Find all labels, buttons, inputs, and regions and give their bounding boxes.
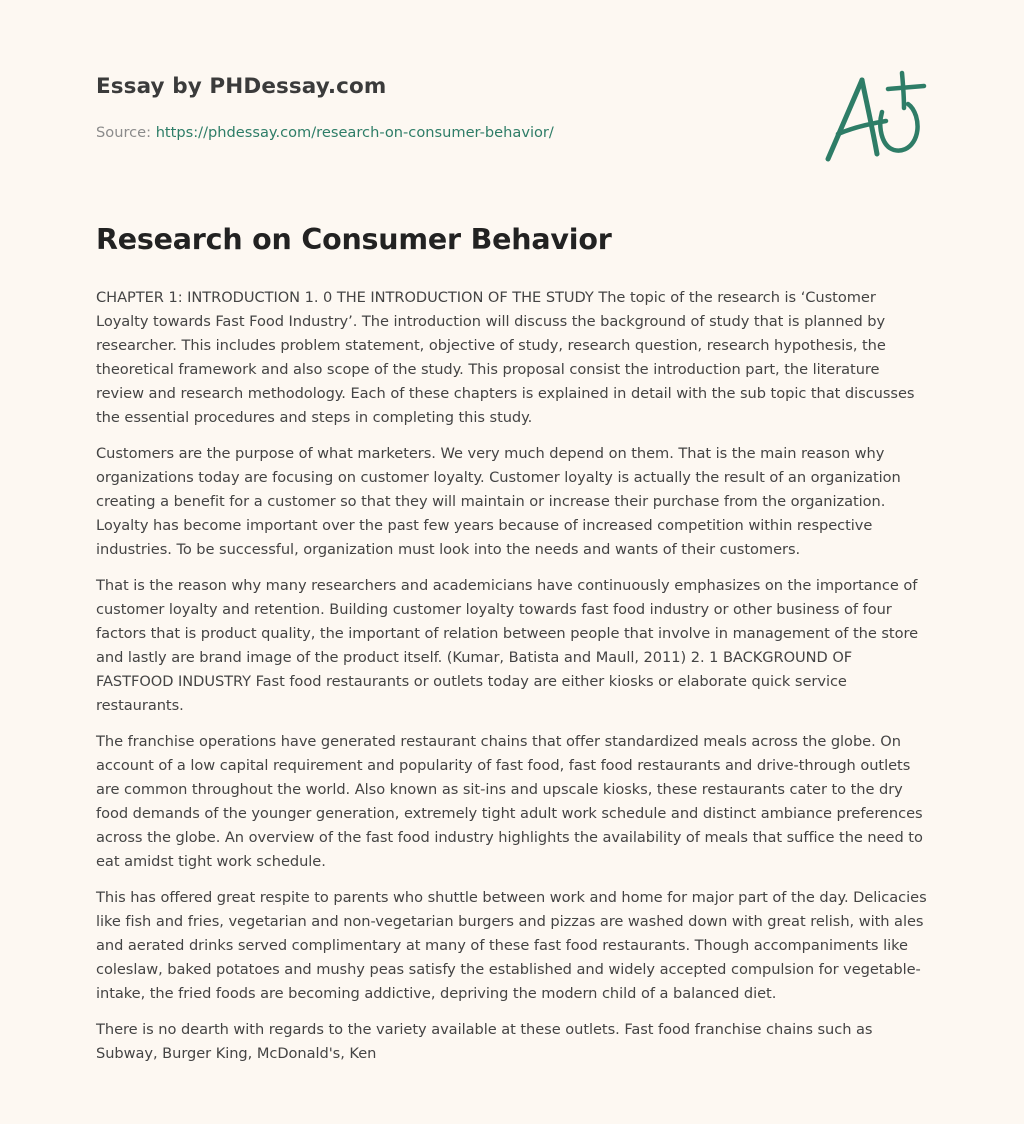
essay-paragraph: That is the reason why many researchers and academicians have continuously emphasizes on the importance of customer loyalty and retention. Building customer loyalty towards fast food industry or other business of four factors that is product quality, the important of relation between people that involve in management of the store and lastly are brand image of the product itself. (Kumar, Batista and Maull, 2011) 2. 1 BACKGROUND OF FASTFOOD INDUSTRY Fast food restaurants or outlets today are either kiosks or elaborate quick service restaurants. — [96, 577, 919, 714]
source-link[interactable]: https://phdessay.com/research-on-consumer-behavior/ — [155, 124, 554, 141]
essay-paragraph: The franchise operations have generated restaurant chains that offer standardized meals across the globe. On account of a low capital requirement and popularity of fast food, fast food restaurants and drive-through outlets are common throughout the world. Also known as sit-ins and upscale kiosks, these restaurants cater to the dry food demands of the younger generation, extremely tight adult work schedule and distinct ambiance preferences across the globe. An overview of the fast food industry highlights the availability of meals that suffice the need to eat amidst tight work schedule. — [96, 733, 923, 870]
source-line — [96, 124, 554, 141]
essay-paragraph: CHAPTER 1: INTRODUCTION 1. 0 THE INTRODUCTION OF THE STUDY The topic of the research is ‘Customer Loyalty towards Fast Food Industry’. The introduction will discuss the background of study that is planned by researcher. This includes problem statement, objective of study, research question, research hypothesis, the theoretical framework and also scope of the study. This proposal consist the introduction part, the literature review and research methodology. Each of these chapters is explained in detail with the sub topic that discusses the essential procedures and steps in completing this study. — [96, 289, 915, 426]
essay-paragraph: Customers are the purpose of what marketers. We very much depend on them. That is the main reason why organizations today are focusing on customer loyalty. Customer loyalty is actually the result of an organization creating a benefit for a customer so that they will maintain or increase their purchase from the organization. Loyalty has become important over the past few years because of increased competition within respective industries. To be successful, organization must look into the needs and wants of their customers. — [96, 445, 901, 558]
a-plus-logo-icon — [820, 64, 930, 166]
essay-body — [96, 286, 932, 1078]
essay-title: Research on Consumer Behavior — [96, 223, 612, 256]
essay-paragraph: This has offered great respite to parents who shuttle between work and home for major part of the day. Delicacies like fish and fries, vegetarian and non-vegetarian burgers and pizzas are washed down with great relish, with ales and aerated drinks served complimentary at many of these fast food restaurants. Though accompaniments like coleslaw, baked potatoes and mushy peas satisfy the established and widely accepted compulsion for vegetable-intake, the fried foods are becoming addictive, depriving the modern child of a balanced diet. — [96, 889, 927, 1002]
essay-paragraph: There is no dearth with regards to the variety available at these outlets. Fast food franchise chains such as Subway, Burger King, McDonald's, Ken — [96, 1021, 873, 1062]
site-brand: Essay by PHDessay.com — [96, 74, 387, 99]
source-label: Source: — [96, 124, 156, 141]
